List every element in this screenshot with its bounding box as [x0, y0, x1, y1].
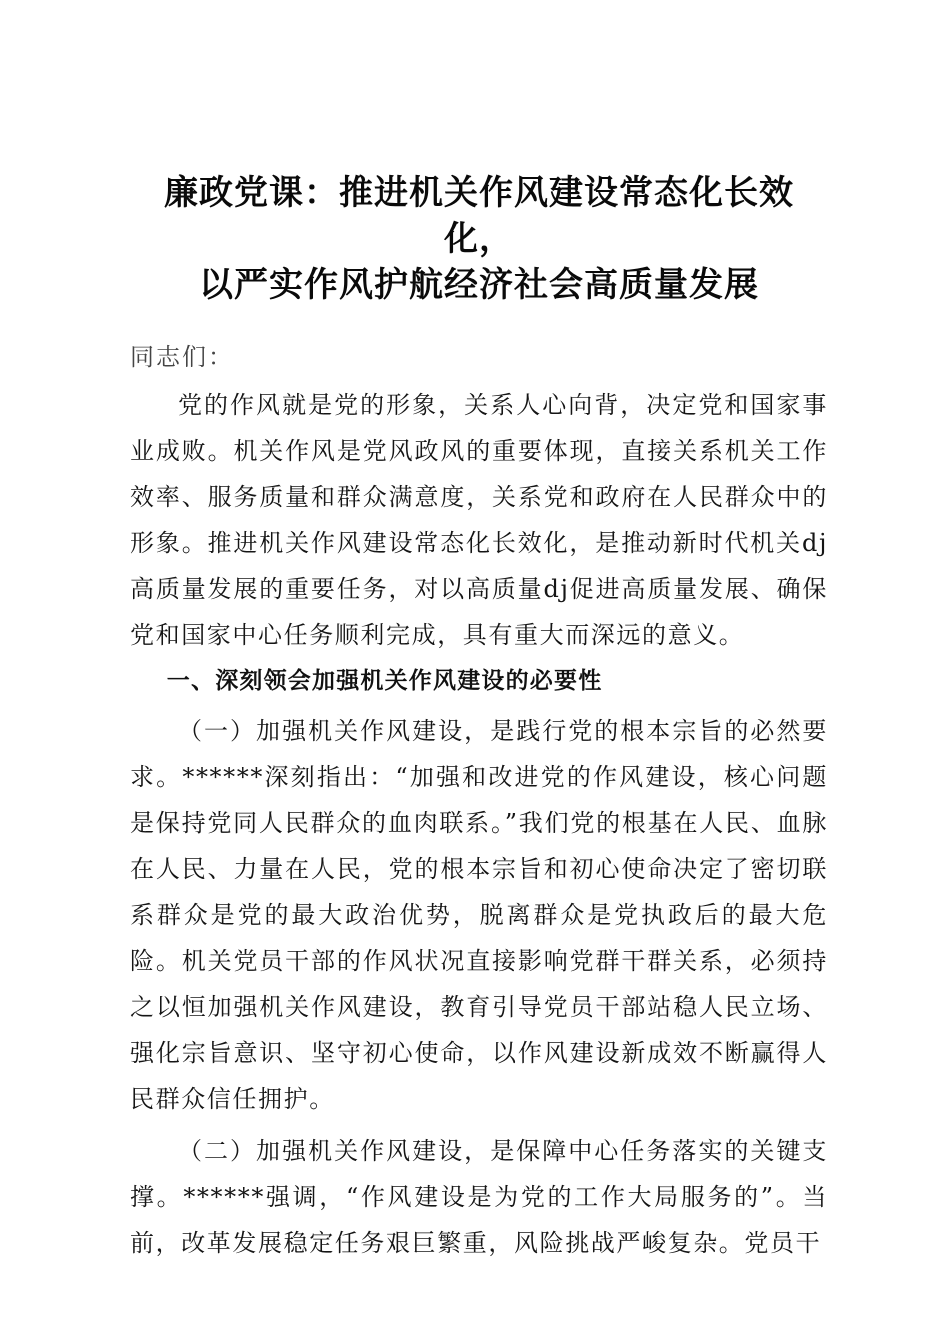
- document-title: [130, 170, 828, 308]
- intro-paragraph: 党的作风就是党的形象，关系人心向背，决定党和国家事业成败。机关作风是党风政风的重要体现，直接关系机关工作效率、服务质量和群众满意度，关系党和政府在人民群众中的形象。推进机关作风建设常态化长效化，是推动新时代机关dj高质量发展的重要任务，对以高质量dj促进高质量发展、确保党和国家中心任务顺利完成，具有重大而深远的意义。: [130, 391, 828, 649]
- salutation: 同志们：: [130, 343, 234, 371]
- point-1-paragraph: （一）加强机关作风建设，是践行党的根本宗旨的必然要求。******深刻指出：“加强和改进党的作风建设，核心问题是保持党同人民群众的血肉联系。”我们党的根基在人民、血脉在人民、力量在人民，党的根本宗旨和初心使命决定了密切联系群众是党的最大政治优势，脱离群众是党执政后的最大危险。机关党员干部的作风状况直接影响党群干群关系，必须持之以恒加强机关作风建设，教育引导党员干部站稳人民立场、强化宗旨意识、坚守初心使命，以作风建设新成效不断赢得人民群众信任拥护。: [130, 717, 828, 1113]
- title-line-2: 以严实作风护航经济社会高质量发展: [199, 265, 759, 305]
- section-1-heading: 一、深刻领会加强机关作风建设的必要性: [166, 668, 603, 694]
- title-line-1: 廉政党课：推进机关作风建设常态化长效化，: [164, 173, 794, 259]
- point-2-paragraph: （二）加强机关作风建设，是保障中心任务落实的关键支撑。******强调，“作风建设是为党的工作大局服务的”。当前，改革发展稳定任务艰巨繁重，风险挑战严峻复杂。党员干: [130, 1137, 828, 1257]
